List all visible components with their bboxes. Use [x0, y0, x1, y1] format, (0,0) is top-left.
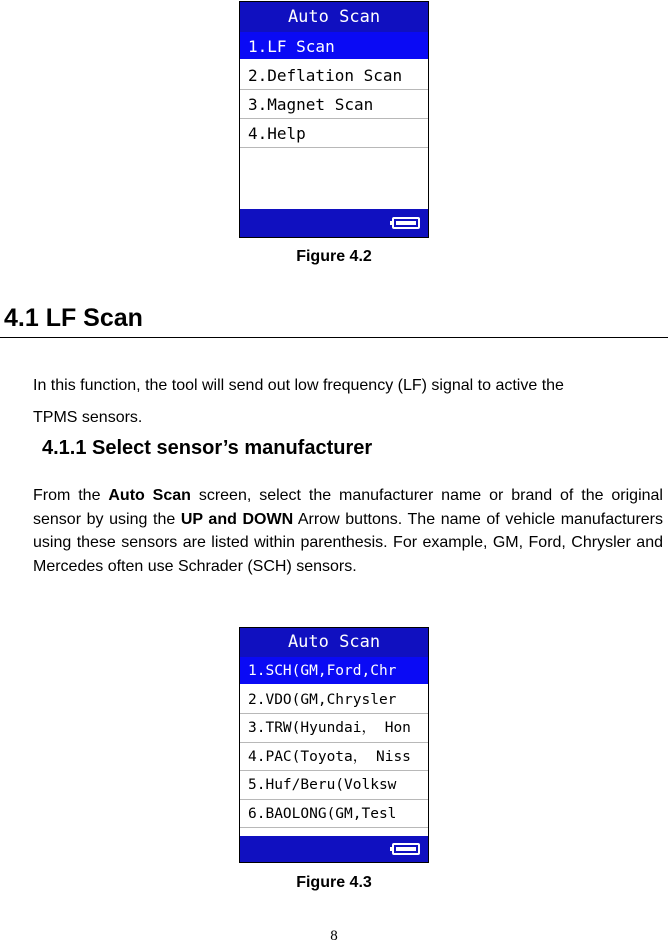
body-text-2: screen, select the manufacturer name or brand of the original sensor by using the [33, 487, 663, 528]
auto-scan-screen-1 [239, 1, 429, 238]
screen-title: Auto Scan [240, 628, 428, 657]
menu-item-magnet-scan[interactable]: 3.Magnet Scan [240, 90, 428, 119]
status-bar [240, 209, 428, 237]
menu-item-baolong[interactable]: 6.BAOLONG(GM,Tesl [240, 800, 428, 829]
page-number: 8 [330, 928, 338, 944]
subsection-title: 4.1.1 Select sensor’s manufacturer [42, 437, 373, 459]
body-bold-up-down: UP and DOWN [180, 510, 294, 528]
menu-item-trw[interactable]: 3.TRW(Hyundai， Hon [240, 714, 428, 743]
battery-icon [392, 843, 420, 855]
figure-caption-4-3: Figure 4.3 [296, 874, 372, 891]
menu-item-huf-beru[interactable]: 5.Huf/Beru(Volksw [240, 771, 428, 800]
menu-item-help[interactable]: 4.Help [240, 119, 428, 148]
auto-scan-screen-2 [239, 627, 429, 863]
section-divider [0, 337, 668, 338]
body-text-1: From the [33, 487, 109, 504]
body-paragraph [33, 484, 663, 578]
menu-item-deflation-scan[interactable]: 2.Deflation Scan [240, 61, 428, 90]
menu-item-vdo[interactable]: 2.VDO(GM,Chrysler [240, 686, 428, 715]
body-text-3: Arrow buttons. The name of vehicle manufacturers using these sensors are listed within parenthesis. For example, GM, Ford, Chrysler and Mercedes often use Schrader (SCH) sensors. [33, 510, 663, 575]
menu-item-pac[interactable]: 4.PAC(Toyota， Niss [240, 743, 428, 772]
body-bold-auto-scan: Auto Scan [108, 487, 191, 504]
figure-caption-4-2: Figure 4.2 [296, 248, 372, 265]
battery-icon [392, 217, 420, 229]
intro-line-2: TPMS sensors. [33, 409, 143, 426]
menu-item-sch[interactable]: 1.SCH(GM,Ford,Chr [240, 657, 428, 686]
screen-title: Auto Scan [240, 2, 428, 32]
status-bar [240, 836, 428, 862]
menu-item-lf-scan[interactable]: 1.LF Scan [240, 32, 428, 61]
section-title: 4.1 LF Scan [4, 304, 143, 332]
intro-line-1: In this function, the tool will send out low frequency (LF) signal to active the [33, 377, 564, 394]
